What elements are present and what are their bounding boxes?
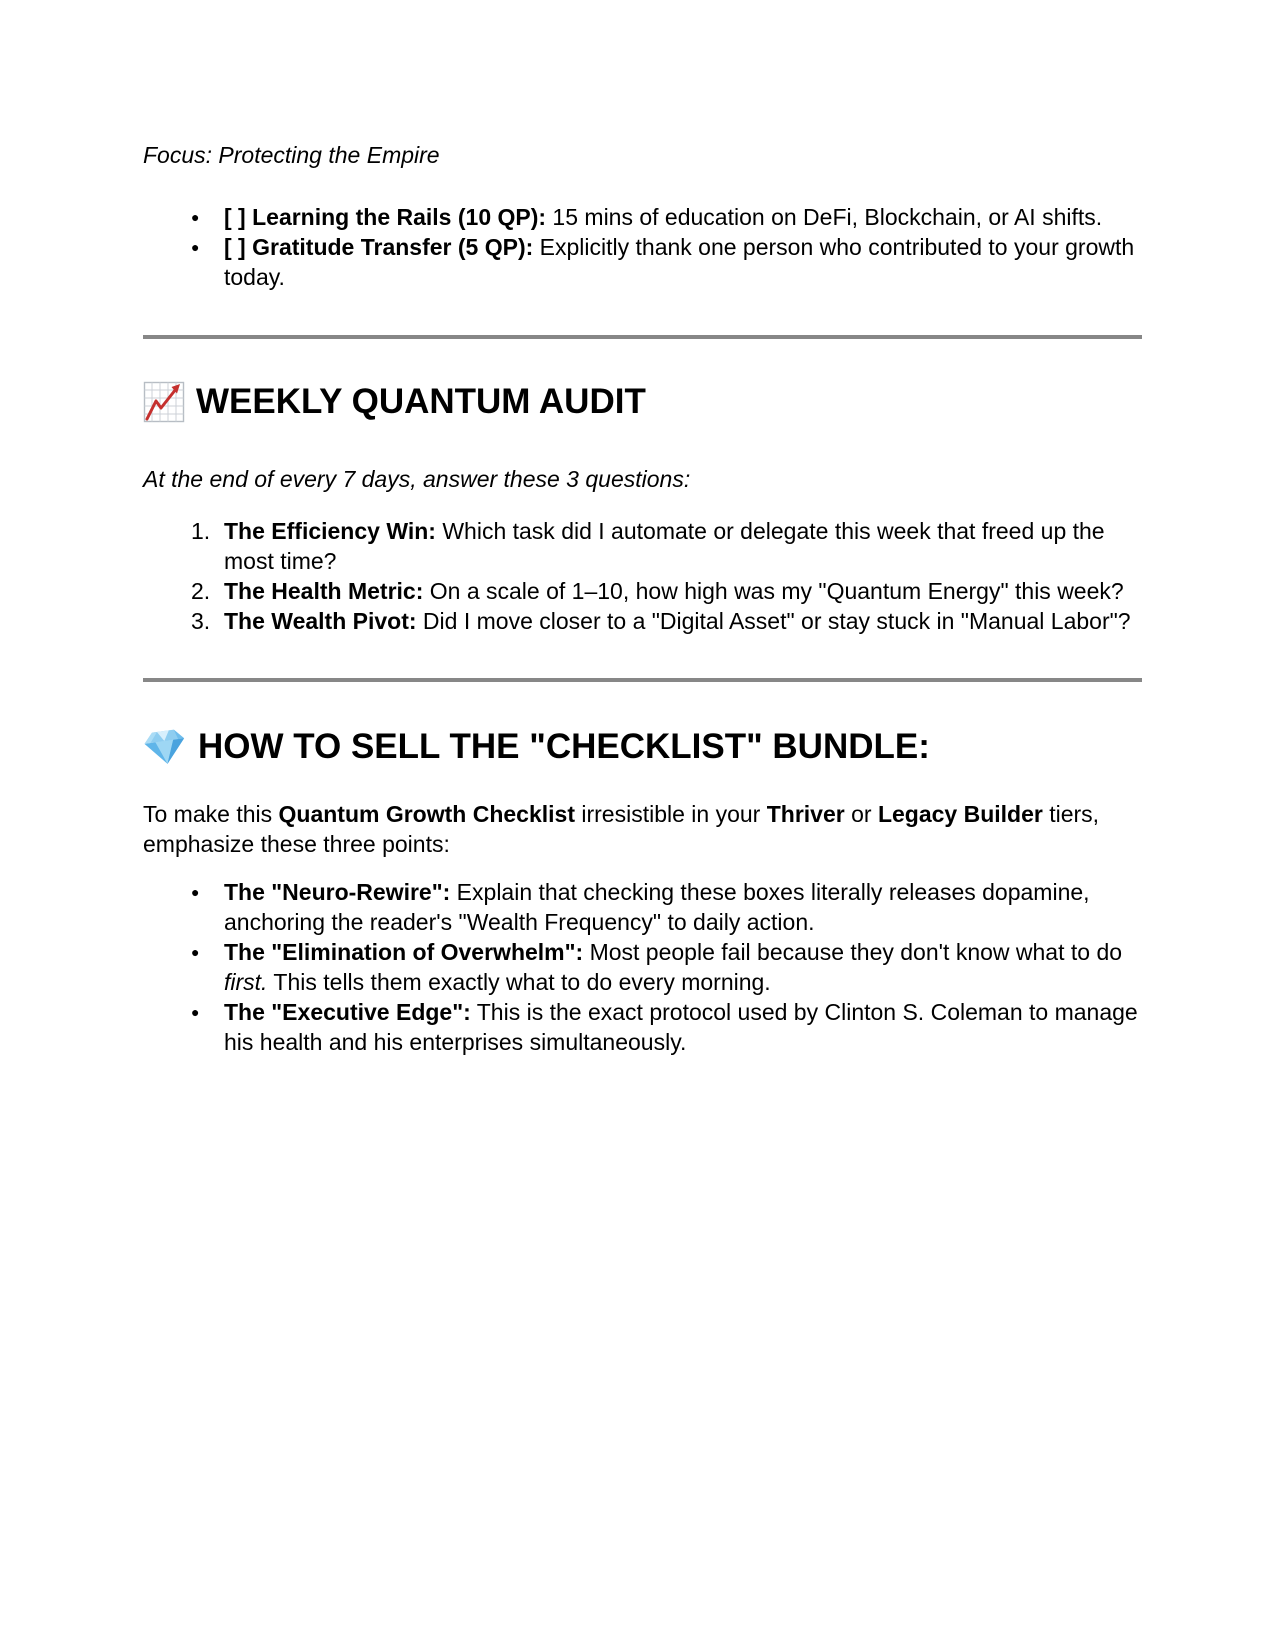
item-italic-text: first.: [224, 969, 268, 995]
item-text: This tells them exactly what to do every morning.: [267, 969, 771, 995]
bullet-icon: ●: [191, 944, 200, 960]
question-item: [143, 516, 1142, 576]
intro-bold: Legacy Builder: [877, 801, 1043, 827]
section-divider: [143, 678, 1142, 682]
question-item: [143, 606, 1142, 636]
focus-line: Focus: Protecting the Empire: [143, 142, 440, 168]
audit-intro: At the end of every 7 days, answer these 3 questions:: [143, 466, 691, 492]
section-divider: [143, 335, 1142, 339]
item-lead: The "Executive Edge":: [224, 999, 471, 1025]
list-number: 2.: [191, 578, 211, 604]
bullet-icon: ●: [191, 239, 200, 255]
item-lead: The "Elimination of Overwhelm":: [224, 939, 584, 965]
item-text: Explicitly thank one person who contributed to your growth today.: [224, 234, 1135, 290]
item-text: This is the exact protocol used by Clinton S. Coleman to manage his health and his enterprises simultaneously.: [224, 999, 1138, 1055]
audit-section-heading: [143, 379, 1142, 425]
list-number: 3.: [191, 608, 211, 634]
item-lead: [ ] Learning the Rails (10 QP):: [224, 204, 547, 230]
selling-points-list: [143, 877, 1142, 1057]
question-item: [143, 576, 1142, 606]
checklist-item: [143, 202, 1142, 232]
item-text: Which task did I automate or delegate this week that freed up the most time?: [224, 518, 1105, 574]
item-text: 15 mins of education on DeFi, Blockchain, or AI shifts.: [546, 204, 1103, 230]
audit-question-list: [143, 516, 1142, 636]
bullet-icon: ●: [191, 209, 200, 225]
item-text: Did I move closer to a "Digital Asset" or stay stuck in "Manual Labor"?: [416, 608, 1131, 634]
intro-text: irresistible in your: [574, 801, 767, 827]
intro-text: tiers, emphasize these three points:: [143, 801, 1100, 857]
chart-increasing-icon: [143, 381, 185, 423]
sell-section-heading: [143, 724, 1142, 770]
item-lead: The Efficiency Win:: [224, 518, 436, 544]
intro-text: or: [844, 801, 878, 827]
intro-text: To make this: [143, 801, 279, 827]
item-text: Explain that checking these boxes literally releases dopamine, anchoring the reader's "Wealth Frequency" to daily action.: [224, 879, 1090, 935]
intro-bold: Thriver: [766, 801, 845, 827]
list-number: 1.: [191, 518, 211, 544]
item-lead: The "Neuro-Rewire":: [224, 879, 451, 905]
selling-point-item: [143, 997, 1142, 1057]
section-title: HOW TO SELL THE "CHECKLIST" BUNDLE:: [198, 727, 930, 766]
item-text: Most people fail because they don't know what to do: [583, 939, 1123, 965]
section-title: WEEKLY QUANTUM AUDIT: [196, 382, 646, 421]
selling-point-item: [143, 937, 1142, 997]
bullet-icon: ●: [191, 1004, 200, 1020]
item-lead: The Wealth Pivot:: [224, 608, 417, 634]
item-lead: [ ] Gratitude Transfer (5 QP):: [224, 234, 534, 260]
item-text: On a scale of 1–10, how high was my "Quantum Energy" this week?: [423, 578, 1124, 604]
checklist-item: [143, 232, 1142, 292]
daily-checklist: [143, 202, 1142, 292]
selling-point-item: [143, 877, 1142, 937]
gem-icon: [143, 726, 187, 768]
item-lead: The Health Metric:: [224, 578, 424, 604]
intro-bold: Quantum Growth Checklist: [278, 801, 575, 827]
bullet-icon: ●: [191, 884, 200, 900]
sell-intro-paragraph: [143, 799, 1142, 859]
